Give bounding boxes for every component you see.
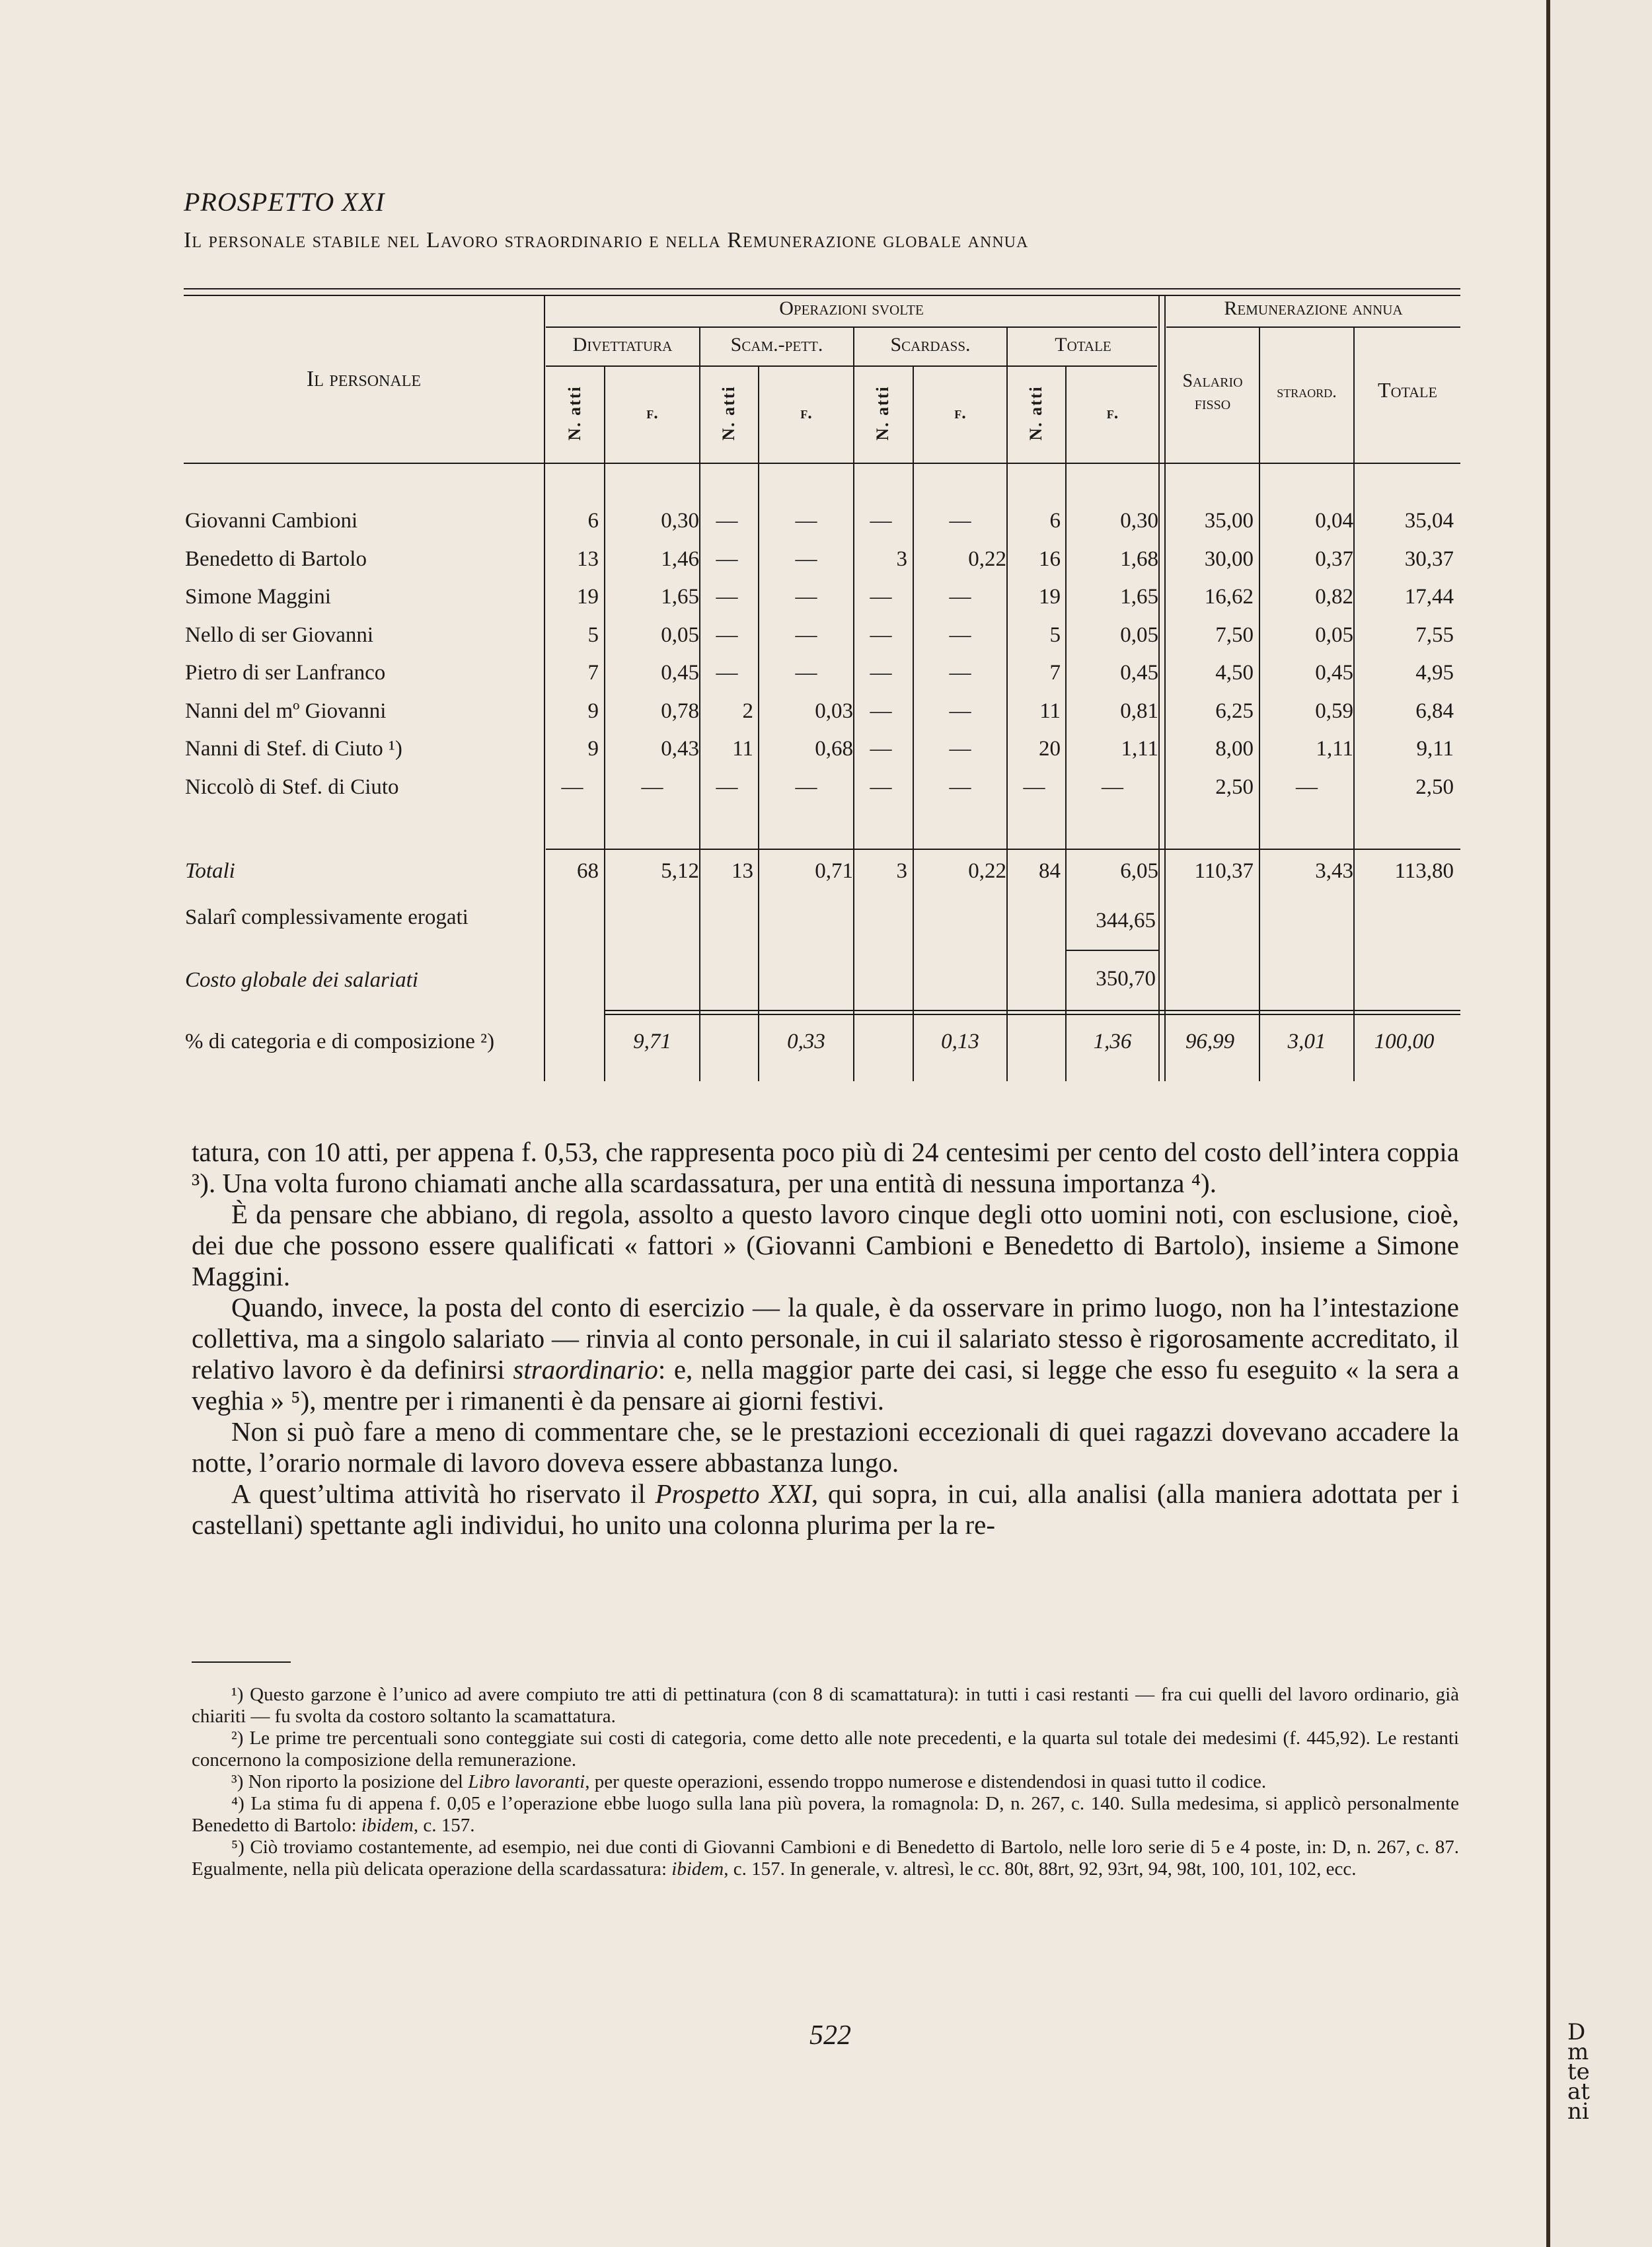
cell-div_n: 13 xyxy=(577,547,599,571)
header-totale-ops: Totale xyxy=(1055,334,1111,356)
cell-salario: 2,50 xyxy=(1215,775,1254,799)
costo-label: Costo globale dei salariati xyxy=(185,968,418,992)
header-personale: Il personale xyxy=(306,367,422,391)
cell-salario: 6,25 xyxy=(1215,699,1254,723)
totals-div_f: 5,12 xyxy=(661,859,699,883)
cell-tot_f: 1,68 xyxy=(1120,547,1158,571)
row-name: Benedetto di Bartolo xyxy=(185,547,367,571)
percent-scard_f: 0,13 xyxy=(941,1030,979,1053)
totals-scard_n: 3 xyxy=(896,859,907,883)
cell-tot_n: 11 xyxy=(1039,699,1061,723)
adjacent-line: te xyxy=(1567,2059,1590,2085)
cell-scam_n: 2 xyxy=(742,699,753,723)
row-name: Nello di ser Giovanni xyxy=(185,623,374,647)
cell-tot_n: 16 xyxy=(1039,547,1061,571)
cell-straord: 0,37 xyxy=(1315,547,1353,571)
p5-text-a: A quest’ultima attività ho riservato il xyxy=(231,1478,656,1509)
adjacent-line: D xyxy=(1567,2019,1586,2045)
header-f-scam: f. xyxy=(800,403,812,422)
cell-scam_f: 0,68 xyxy=(815,737,853,761)
percent-label: % di categoria e di composizione ²) xyxy=(185,1030,495,1053)
cell-straord: 1,11 xyxy=(1316,737,1353,761)
cell-salario: 35,00 xyxy=(1204,509,1254,533)
salari-label: Salarî complessivamente erogati xyxy=(185,905,469,929)
cell-straord: — xyxy=(1296,775,1318,799)
cell-straord: 0,45 xyxy=(1315,661,1353,685)
header-divettatura: Divettatura xyxy=(572,334,673,356)
table-title: Il personale stabile nel Lavoro straordinario e nella Remunerazione globale annua xyxy=(184,228,1029,252)
cell-salario: 4,50 xyxy=(1215,661,1254,685)
adjacent-page-edge xyxy=(1546,0,1652,2247)
body-text xyxy=(192,1137,1459,1541)
cell-scard_f: — xyxy=(949,699,971,723)
table-label: PROSPETTO XXI xyxy=(184,187,385,217)
cell-scam_f: — xyxy=(795,585,817,609)
cell-tot_f: 0,81 xyxy=(1120,699,1158,723)
adjacent-line: m xyxy=(1567,2039,1589,2065)
paragraph-1: tatura, con 10 atti, per appena f. 0,53, che rappresenta poco più di 24 centesimi per cento del costo dell’intera coppia ³). Una volta furono chiamati anche alla scardassatura, per una entità di nessuna importanza ⁴). xyxy=(192,1137,1459,1198)
header-n-atti-scam: N. atti xyxy=(719,385,738,441)
p3-text-a: Quando, invece, la posta del conto di esercizio — la quale, è da osservare in primo luogo, non ha l’intestazione collettiva, ma a singolo salariato — rinvia al conto personale, in cui il salariato stesso è rigorosamente accreditato, il relativo lavoro è da definirsi xyxy=(192,1292,1459,1385)
fn4-b: , c. 157. xyxy=(413,1815,475,1836)
cell-salario: 7,50 xyxy=(1215,623,1254,647)
cell-totale: 9,11 xyxy=(1416,737,1454,761)
cell-scard_n: — xyxy=(870,775,892,799)
cell-scam_f: — xyxy=(795,623,817,647)
totals-scard_f: 0,22 xyxy=(968,859,1006,883)
cell-scam_f: — xyxy=(795,661,817,685)
row-name: Simone Maggini xyxy=(185,585,331,609)
percent-scam_f: 0,33 xyxy=(787,1030,825,1053)
cell-div_f: — xyxy=(641,775,663,799)
page-number: 522 xyxy=(809,2020,851,2051)
cell-scam_f: 0,03 xyxy=(815,699,853,723)
footnote-2: ²) Le prime tre percentuali sono conteggiate sui costi di categoria, come detto alle note precedenti, e la quarta sul totale dei medesimi (f. 445,92). Le restanti concernono la composizione della remunerazione. xyxy=(192,1728,1459,1771)
p5-italic: Prospetto XXI xyxy=(655,1478,811,1509)
header-n-atti-scard: N. atti xyxy=(873,385,892,441)
cell-div_n: — xyxy=(561,775,583,799)
p5-text-b: , qui sopra, in cui, alla analisi (alla maniera adottata per i castellani) spettante agli individui, ho unito una colonna plurima per la re- xyxy=(192,1478,1459,1540)
footnote-1: ¹) Questo garzone è l’unico ad avere compiuto tre atti di pettinatura (con 8 di scamattatura): in tutti i casi restanti — fra cui quelli del lavoro ordinario, già chiariti — fu svolta da costoro soltanto la scamattatura. xyxy=(192,1684,1459,1727)
cell-scam_n: 11 xyxy=(732,737,753,761)
p3-italic: straordinario xyxy=(513,1354,658,1385)
cell-div_f: 0,45 xyxy=(661,661,699,685)
cell-scam_f: — xyxy=(795,509,817,533)
cell-scam_n: — xyxy=(716,623,738,647)
totals-tot_f: 6,05 xyxy=(1120,859,1158,883)
totals-scam_n: 13 xyxy=(732,859,753,883)
percent-totale: 100,00 xyxy=(1374,1030,1435,1053)
paragraph-3 xyxy=(192,1292,1459,1416)
cell-scard_f: — xyxy=(949,661,971,685)
paragraph-2: È da pensare che abbiano, di regola, assolto a questo lavoro cinque degli otto uomini noti, con esclusione, cioè, dei due che possono essere qualificati « fattori » (Giovanni Cambioni e Benedetto di Bartolo), insieme a Simone Maggini. xyxy=(192,1199,1459,1291)
cell-scard_f: — xyxy=(949,585,971,609)
fn3-b: , per queste operazioni, essendo troppo numerose e distendendosi in quasi tutto il codice. xyxy=(585,1771,1267,1792)
footnote-3 xyxy=(192,1771,1459,1793)
header-n-atti-div: N. atti xyxy=(565,385,584,441)
cell-div_f: 0,05 xyxy=(661,623,699,647)
header-scardass: Scardass. xyxy=(890,334,971,356)
cell-scam_n: — xyxy=(716,547,738,571)
fn3-a: ³) Non riporto la posizione del xyxy=(231,1771,469,1792)
cell-div_f: 0,43 xyxy=(661,737,699,761)
cell-tot_f: 1,11 xyxy=(1121,737,1158,761)
cell-salario: 30,00 xyxy=(1204,547,1254,571)
cell-scam_n: — xyxy=(716,585,738,609)
cell-scam_n: — xyxy=(716,509,738,533)
cell-salario: 8,00 xyxy=(1215,737,1254,761)
fn5-italic: ibidem xyxy=(671,1858,724,1880)
footnote-4 xyxy=(192,1793,1459,1837)
cell-div_n: 19 xyxy=(577,585,599,609)
cell-tot_f: — xyxy=(1102,775,1123,799)
cell-tot_n: 7 xyxy=(1049,661,1061,685)
header-totale-rem: Totale xyxy=(1378,378,1437,402)
cell-totale: 17,44 xyxy=(1404,585,1454,609)
totals-scam_f: 0,71 xyxy=(815,859,853,883)
cell-straord: 0,05 xyxy=(1315,623,1353,647)
cell-scard_n: — xyxy=(870,509,892,533)
totals-label: Totali xyxy=(185,859,235,883)
adjacent-page-text xyxy=(1567,2019,1590,2125)
salari-value: 344,65 xyxy=(1096,909,1156,933)
cell-div_n: 6 xyxy=(587,509,599,533)
cell-salario: 16,62 xyxy=(1204,585,1254,609)
cell-totale: 4,95 xyxy=(1415,661,1454,685)
cell-tot_f: 0,45 xyxy=(1120,661,1158,685)
cell-tot_f: 1,65 xyxy=(1120,585,1158,609)
cell-scard_n: — xyxy=(870,623,892,647)
cell-scard_f: 0,22 xyxy=(968,547,1006,571)
paragraph-4: Non si può fare a meno di commentare che, se le prestazioni eccezionali di quei ragazzi dovevano accadere la notte, l’orario normale di lavoro doveva essere abbastanza lungo. xyxy=(192,1416,1459,1478)
cell-div_n: 9 xyxy=(587,699,599,723)
paragraph-5 xyxy=(192,1478,1459,1541)
cell-scam_n: — xyxy=(716,661,738,685)
fn3-italic: Libro lavoranti xyxy=(468,1771,585,1792)
cell-totale: 7,55 xyxy=(1415,623,1454,647)
cell-div_n: 7 xyxy=(587,661,599,685)
percent-div_f: 9,71 xyxy=(633,1030,671,1053)
cell-scard_n: — xyxy=(870,737,892,761)
cell-totale: 30,37 xyxy=(1404,547,1454,571)
cell-totale: 6,84 xyxy=(1415,699,1454,723)
row-name: Niccolò di Stef. di Ciuto xyxy=(185,775,399,799)
totals-div_n: 68 xyxy=(577,859,599,883)
percent-tot_f: 1,36 xyxy=(1093,1030,1132,1053)
row-name: Giovanni Cambioni xyxy=(185,509,358,533)
cell-straord: 0,04 xyxy=(1315,509,1353,533)
header-remunerazione: Remunerazione annua xyxy=(1224,297,1403,319)
cell-tot_n: 20 xyxy=(1039,737,1061,761)
cell-div_f: 0,30 xyxy=(661,509,699,533)
cell-scam_f: — xyxy=(795,775,817,799)
fn4-a: ⁴) La stima fu di appena f. 0,05 e l’operazione ebbe luogo sulla lana più povera, la romagnola: D, n. 267, c. 140. Sulla medesima, si applicò personalmente Benedetto di Bartolo: xyxy=(192,1793,1459,1836)
cell-scard_n: — xyxy=(870,699,892,723)
cell-scard_f: — xyxy=(949,775,971,799)
cell-straord: 0,82 xyxy=(1315,585,1353,609)
row-name: Nanni del mº Giovanni xyxy=(185,699,387,723)
header-f-div: f. xyxy=(646,403,658,422)
fn5-b: , c. 157. In generale, v. altresì, le cc. 80t, 88rt, 92, 93rt, 94, 98t, 100, 101, 102, ecc. xyxy=(724,1858,1357,1880)
cell-tot_n: 19 xyxy=(1039,585,1061,609)
p3-text-b: : e, nella maggior parte dei casi, si legge che esso fu eseguito « la sera a veghia » ⁵), mentre per i rimanenti è da pensare ai giorni festivi. xyxy=(192,1354,1459,1416)
cell-scard_n: — xyxy=(870,585,892,609)
cell-scam_n: — xyxy=(716,775,738,799)
totals-straord: 3,43 xyxy=(1315,859,1353,883)
cell-tot_n: 6 xyxy=(1049,509,1061,533)
cell-div_n: 5 xyxy=(587,623,599,647)
totals-totale: 113,80 xyxy=(1394,859,1454,883)
cell-scam_f: — xyxy=(795,547,817,571)
header-n-atti-tot: N. atti xyxy=(1026,385,1045,441)
fn5-a: ⁵) Ciò troviamo costantemente, ad esempio, nei due conti di Giovanni Cambioni e di Benedetto di Bartolo, nelle loro serie di 5 e 4 poste, in: D, n. 267, c. 87. Egualmente, nella più delicata operazione della scardassatura: xyxy=(192,1837,1459,1880)
cell-scard_f: — xyxy=(949,737,971,761)
adjacent-line: ni xyxy=(1567,2098,1589,2125)
header-f-tot: f. xyxy=(1106,403,1119,422)
percent-straord: 3,01 xyxy=(1287,1030,1326,1053)
cell-tot_f: 0,05 xyxy=(1120,623,1158,647)
cell-totale: 2,50 xyxy=(1415,775,1454,799)
cell-div_f: 1,46 xyxy=(661,547,699,571)
cell-totale: 35,04 xyxy=(1404,509,1454,533)
footnotes xyxy=(192,1684,1459,1880)
fn4-italic: ibidem xyxy=(361,1815,414,1836)
totals-salario: 110,37 xyxy=(1194,859,1254,883)
cell-div_f: 1,65 xyxy=(661,585,699,609)
adjacent-line: at xyxy=(1567,2078,1590,2105)
cell-div_f: 0,78 xyxy=(661,699,699,723)
header-operazioni: Operazioni svolte xyxy=(779,297,924,319)
cell-tot_n: 5 xyxy=(1049,623,1061,647)
cell-scard_n: 3 xyxy=(896,547,907,571)
cell-scard_f: — xyxy=(949,623,971,647)
totals-tot_n: 84 xyxy=(1039,859,1061,883)
header-scam-pett: Scam.-pett. xyxy=(730,334,823,356)
cell-scard_n: — xyxy=(870,661,892,685)
cell-div_n: 9 xyxy=(587,737,599,761)
footnote-divider xyxy=(192,1661,291,1663)
header-f-scard: f. xyxy=(954,403,966,422)
header-straord: straord. xyxy=(1277,382,1337,401)
costo-value: 350,70 xyxy=(1096,967,1156,991)
cell-tot_n: — xyxy=(1023,775,1045,799)
cell-scard_f: — xyxy=(949,509,971,533)
row-name: Nanni di Stef. di Ciuto ¹) xyxy=(185,737,402,761)
percent-salario: 96,99 xyxy=(1185,1030,1235,1053)
cell-tot_f: 0,30 xyxy=(1120,509,1158,533)
header-salario-fisso: Salario fisso xyxy=(1182,371,1243,414)
row-name: Pietro di ser Lanfranco xyxy=(185,661,386,685)
cell-straord: 0,59 xyxy=(1315,699,1353,723)
footnote-5 xyxy=(192,1837,1459,1880)
